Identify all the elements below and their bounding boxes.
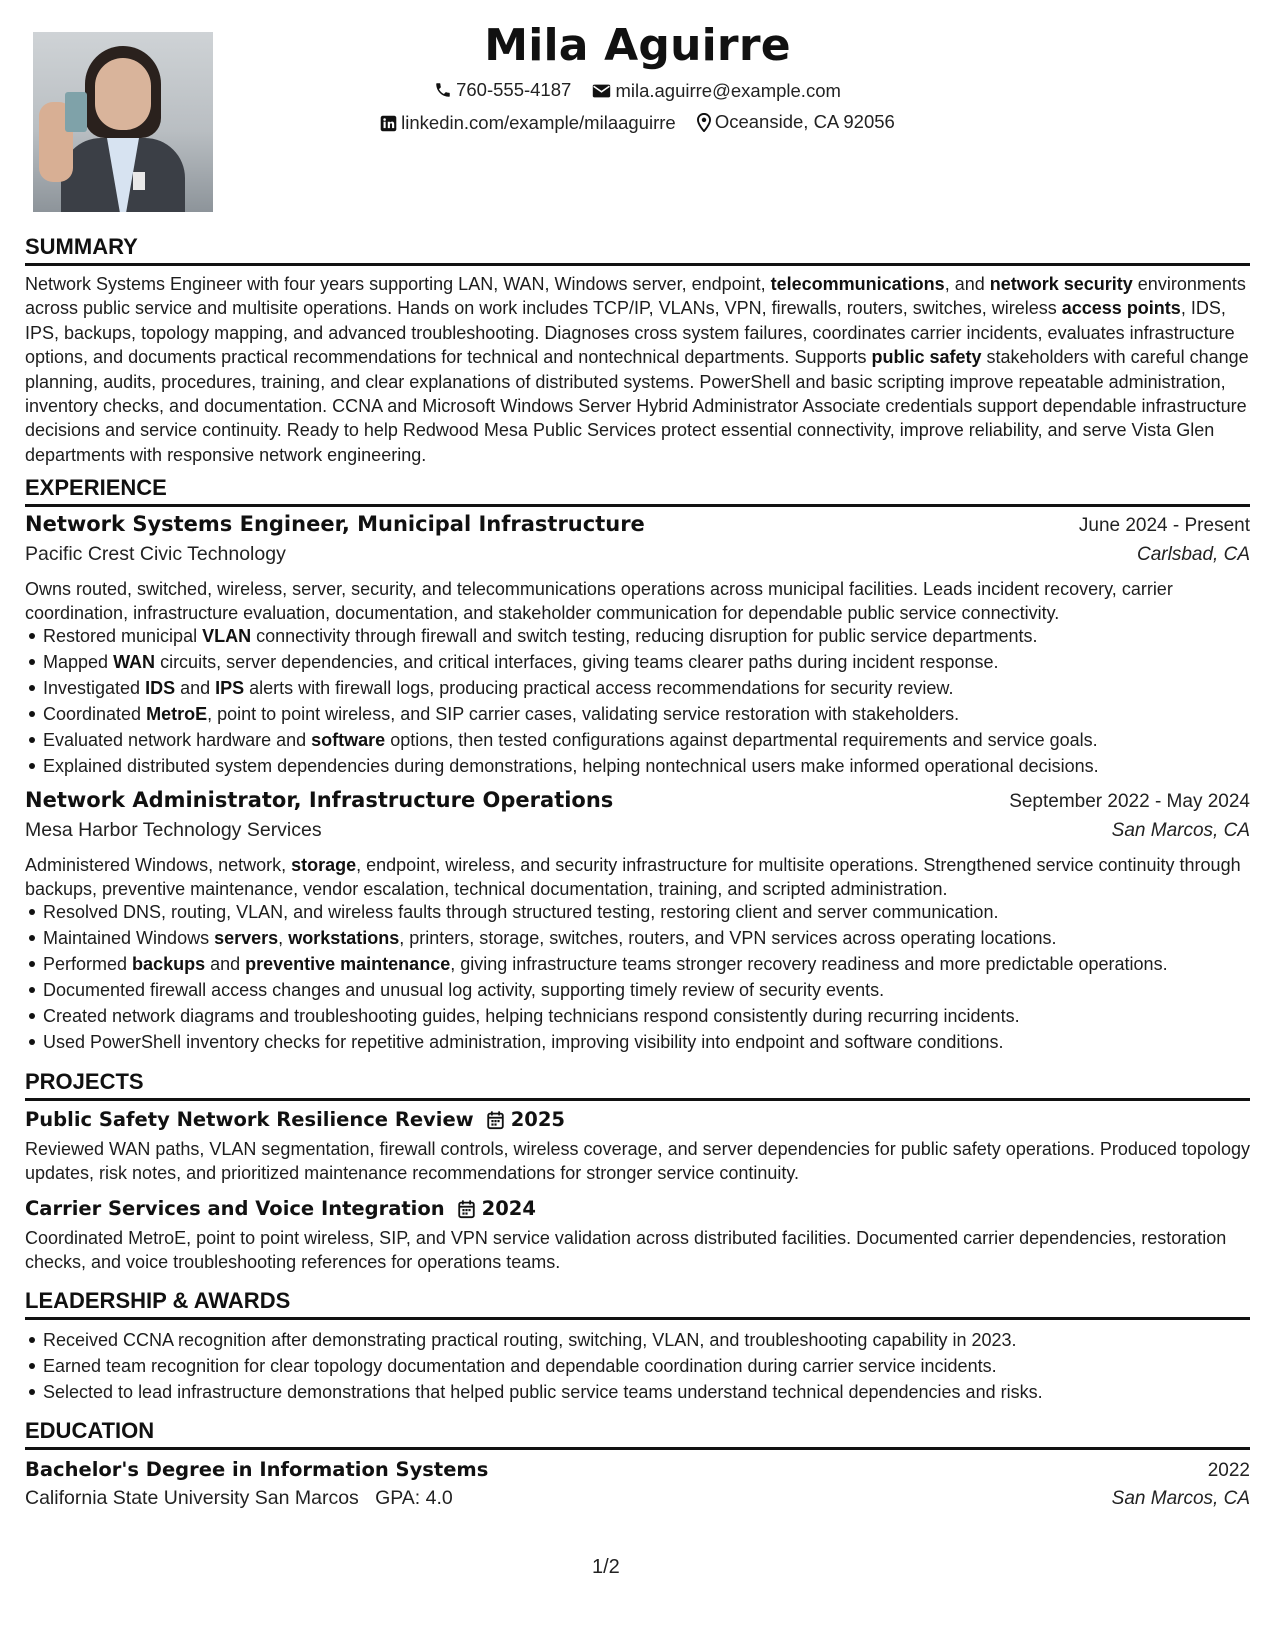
bullet-item: Used PowerShell inventory checks for repetitive administration, improving visibility into endpoint and software conditions. [43, 1029, 1268, 1055]
phone-text: 760-555-4187 [456, 79, 572, 100]
education-location: San Marcos, CA [1111, 1488, 1250, 1509]
section-summary-heading: SUMMARY [25, 234, 1250, 266]
phone-icon [434, 81, 452, 99]
section-education-heading: EDUCATION [25, 1418, 1250, 1450]
job-subheader-2 [25, 819, 1250, 842]
linkedin-text: linkedin.com/example/milaaguirre [401, 112, 676, 133]
calendar-icon [457, 1199, 476, 1219]
job-title: Network Systems Engineer, Municipal Infrastructure [25, 512, 645, 536]
project-title-1 [25, 1108, 565, 1131]
job-location: San Marcos, CA [1111, 820, 1250, 841]
project-name: Carrier Services and Voice Integration [25, 1197, 445, 1220]
job-header-2 [25, 788, 1250, 813]
section-leadership-heading: LEADERSHIP & AWARDS [25, 1288, 1250, 1320]
resume-page [25, 0, 1250, 1650]
leadership-item: Received CCNA recognition after demonstrating practical routing, switching, VLAN, and troubleshooting capability in 2023. [43, 1327, 1268, 1353]
education-header [25, 1458, 1250, 1482]
location-contact [697, 111, 895, 133]
job-dates: June 2024 - Present [1078, 515, 1250, 536]
linkedin-icon [380, 115, 397, 132]
phone-contact[interactable] [434, 79, 571, 101]
education-school: California State University San Marcos [25, 1487, 359, 1509]
job-dates: September 2022 - May 2024 [1009, 791, 1250, 812]
section-experience-heading: EXPERIENCE [25, 475, 1250, 507]
section-projects-heading: PROJECTS [25, 1069, 1250, 1101]
job-company: Pacific Crest Civic Technology [25, 543, 286, 565]
bullet-item: Resolved DNS, routing, VLAN, and wireless faults through structured testing, restoring client and server communication. [43, 899, 1268, 925]
bullet-item: Explained distributed system dependencies during demonstrations, helping nontechnical users make informed operational decisions. [43, 753, 1268, 779]
candidate-name: Mila Aguirre [484, 20, 791, 71]
map-pin-icon [697, 113, 711, 132]
project-title-2 [25, 1197, 536, 1220]
bullet-item: Performed backups and preventive maintenance, giving infrastructure teams stronger recovery readiness and more predictable operations. [43, 951, 1268, 977]
leadership-bullets [25, 1327, 1268, 1405]
location-text: Oceanside, CA 92056 [714, 111, 895, 132]
job-bullets-2 [25, 899, 1268, 1055]
email-text: mila.aguirre@example.com [615, 80, 841, 101]
project-year: 2024 [481, 1197, 536, 1220]
bullet-item: Mapped WAN circuits, server dependencies, and critical interfaces, giving teams clearer paths during incident response. [43, 649, 1268, 675]
bullet-item: Evaluated network hardware and software options, then tested configurations against departmental requirements and service goals. [43, 727, 1268, 753]
bullet-item: Coordinated MetroE, point to point wireless, and SIP carrier cases, validating service restoration with stakeholders. [43, 701, 1268, 727]
bullet-item: Documented firewall access changes and unusual log activity, supporting timely review of security events. [43, 977, 1268, 1003]
leadership-item: Earned team recognition for clear topology documentation and dependable coordination during carrier service incidents. [43, 1353, 1268, 1379]
job-summary: Owns routed, switched, wireless, server, security, and telecommunications operations across municipal facilities. Leads incident recovery, carrier coordination, infrastructure evaluation, documentation, and stakeholder communication for dependable public service connectivity. [25, 579, 1173, 624]
contact-line-2 [25, 111, 1250, 137]
job-company: Mesa Harbor Technology Services [25, 819, 322, 841]
bullet-item: Maintained Windows servers, workstations, printers, storage, switches, routers, and VPN services across operating locations. [43, 925, 1268, 951]
contact-line-1 [25, 79, 1250, 104]
bullet-item: Restored municipal VLAN connectivity through firewall and switch testing, reducing disruption for public service departments. [43, 623, 1268, 649]
linkedin-contact[interactable] [380, 112, 676, 134]
leadership-item: Selected to lead infrastructure demonstrations that helped public service teams understand technical dependencies and risks. [43, 1379, 1268, 1405]
bullet-item: Investigated IDS and IPS alerts with firewall logs, producing practical access recommendations for security review. [43, 675, 1268, 701]
bullet-item: Created network diagrams and troubleshooting guides, helping technicians respond consistently during recurring incidents. [43, 1003, 1268, 1029]
summary-text: Network Systems Engineer with four years supporting LAN, WAN, Windows server, endpoint, telecommunications, and network security environments across public service and multisite operations. Hands on work includes TCP/IP, VLANs, VPN, firewalls, routers, switches, wireless access points, IDS, IPS, backups, topology mapping, and advanced troubleshooting. Diagnoses cross system failures, coordinates carrier incidents, evaluates infrastructure options, and documents practical recommendations for technical and nontechnical departments. Supports public safety stakeholders with careful change planning, audits, procedures, training, and clear explanations of distributed systems. PowerShell and basic scripting improve repeatable administration, inventory checks, and documentation. CCNA and Microsoft Windows Server Hybrid Administrator Associate credentials support dependable infrastructure decisions and service continuity. Ready to help Redwood Mesa Public Services protect essential connectivity, improve reliability, and serve Vista Glen departments with responsive network engineering. [25, 274, 1249, 465]
project-name: Public Safety Network Resilience Review [25, 1108, 474, 1131]
job-bullets-1 [25, 623, 1268, 779]
project-description: Reviewed WAN paths, VLAN segmentation, firewall controls, wireless coverage, and server dependencies for public safety operations. Produced topology updates, risk notes, and prioritized maintenance recommendations for stronger service continuity. [25, 1139, 1250, 1184]
job-subheader-1 [25, 543, 1250, 566]
education-year: 2022 [1207, 1460, 1250, 1481]
education-subheader [25, 1487, 1250, 1510]
education-school-line [25, 1487, 453, 1510]
email-contact[interactable] [592, 80, 840, 102]
job-title: Network Administrator, Infrastructure Operations [25, 788, 614, 812]
envelope-icon [592, 83, 611, 99]
job-summary: Administered Windows, network, storage, endpoint, wireless, and security infrastructure for multisite operations. Strengthened service continuity through backups, preventive maintenance, vendor escalation, technical documentation, training, and scripted administration. [25, 855, 1241, 900]
education-degree: Bachelor's Degree in Information Systems [25, 1458, 489, 1481]
project-description: Coordinated MetroE, point to point wireless, SIP, and VPN service validation across distributed facilities. Documented carrier dependencies, restoration checks, and voice troubleshooting references for operations teams. [25, 1228, 1227, 1273]
job-location: Carlsbad, CA [1137, 544, 1250, 565]
education-gpa: GPA: 4.0 [375, 1487, 453, 1509]
job-header-1 [25, 512, 1250, 537]
page-number: 1/2 [592, 1556, 620, 1578]
project-year: 2025 [510, 1108, 565, 1131]
calendar-icon [486, 1110, 505, 1130]
